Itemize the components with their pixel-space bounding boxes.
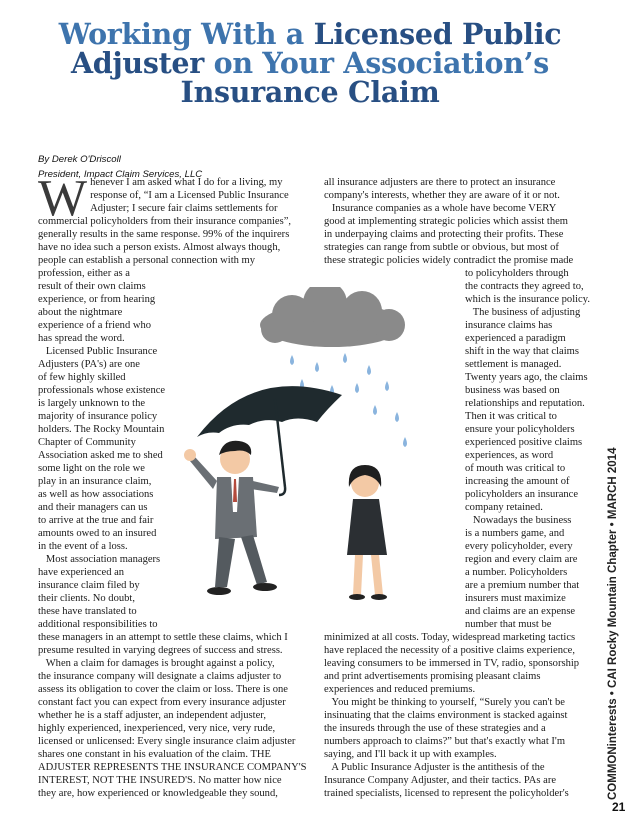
text-line: and claims are an expense — [465, 606, 576, 617]
text-line: the insureds through the use of these strategies and a — [324, 723, 546, 734]
text-line: number that must be — [465, 619, 552, 630]
author-name: By Derek O'Driscoll — [38, 154, 121, 165]
text-line: experiences and reduced premiums. — [324, 684, 476, 695]
text-line: have no idea such a person exists. Almost always though, — [38, 242, 281, 253]
text-line: saying, and I'll back it up with examples. — [324, 749, 497, 760]
text-line: experienced a paradigm — [465, 333, 566, 344]
text-line: company retained. — [465, 502, 543, 513]
text-line: some light on the role we — [38, 463, 145, 474]
text-line: shares one constant in his evaluation of the claim. THE — [38, 749, 271, 760]
text-line: the contracts they agreed to, — [465, 281, 584, 292]
text-line: company's interests, whether they are aware of it or not. — [324, 190, 560, 201]
text-line: leaving consumers to be immersed in TV, radio, sponsorship — [324, 658, 580, 669]
text-line: whether he is a staff adjuster, an independent adjuster, — [38, 710, 266, 721]
woman-figure — [347, 465, 387, 600]
drop-cap: W — [38, 170, 88, 227]
text-line: insinuating that the claims environment is stacked against — [324, 710, 568, 721]
text-line: response of, “I am a Licensed Public Insurance — [90, 190, 289, 201]
text-line: all insurance adjusters are there to protect an insurance — [324, 177, 556, 188]
rain-cloud-icon — [260, 287, 405, 347]
text-line: generally results in the same response. 99% of the inquirers — [38, 229, 290, 240]
text-line: Adjusters (PA's) are one — [38, 359, 140, 370]
article-title — [30, 17, 590, 109]
text-line: of mouth was critical to — [465, 463, 566, 474]
text-line: experience of a friend who — [38, 320, 152, 331]
illustration-umbrella-couple — [157, 287, 463, 615]
text-line: these strategic policies widely contradict the promise made — [324, 255, 574, 266]
text-line: experiences, as word — [465, 450, 554, 461]
column-2-narrow-lines — [465, 267, 605, 631]
text-line: When a claim for damages is brought against a policy, — [38, 658, 275, 669]
text-line: every policyholder, every — [465, 541, 573, 552]
author-title: President, Impact Claim Services, LLC — [38, 169, 203, 180]
text-line: Nowadays the business — [465, 515, 572, 526]
text-line: ADJUSTER REPRESENTS THE INSURANCE COMPANY'S — [38, 762, 307, 773]
text-line: experienced positive claims — [465, 437, 583, 448]
column-1-full-lines — [38, 215, 316, 267]
title-part: Adjuster — [70, 46, 204, 80]
text-line: of few highly skilled — [38, 372, 126, 383]
magazine-footer-text: COMMONinterests • CAI Rocky Mountain Chapter • MARCH 2014 — [607, 447, 619, 800]
text-line: has spread the word. — [38, 333, 125, 344]
text-line: increasing the amount of — [465, 476, 570, 487]
text-line: majority of insurance policy — [38, 411, 158, 422]
text-line: Then it was critical to — [465, 411, 557, 422]
text-line: assess its obligation to cover the claim or loss. There is one — [38, 684, 288, 695]
column-2-intro — [324, 176, 604, 267]
text-line: strategies can range from subtle or obvious, but most of — [324, 242, 559, 253]
text-line: holders. The Rocky Mountain — [38, 424, 165, 435]
text-line: relationships and reputation. — [465, 398, 585, 409]
column-1-narrow-lines — [38, 267, 166, 631]
text-line: insurers must maximize — [465, 593, 566, 604]
text-line: policyholders an insurance — [465, 489, 579, 500]
text-line: amounts owed to an insured — [38, 528, 157, 539]
text-line: professionals whose existence — [38, 385, 166, 396]
text-line: region and every claim are — [465, 554, 578, 565]
title-part: Insurance Claim — [180, 75, 440, 109]
text-line: licensed or unlicensed: Every single insurance claim adjuster — [38, 736, 296, 747]
text-line: in the event of a loss. — [38, 541, 128, 552]
text-line: they are, how experienced or knowledgeable they sound, — [38, 788, 278, 799]
text-line: A Public Insurance Adjuster is the antithesis of the — [324, 762, 545, 773]
text-line: in underpaying claims and protecting their profits. These — [324, 229, 564, 240]
text-line: result of their own claims — [38, 281, 146, 292]
text-line: trained specialists, licensed to represent the policyholder's — [324, 788, 569, 799]
text-line: is largely unknown to the — [38, 398, 146, 409]
text-line: ensure your policyholders — [465, 424, 575, 435]
text-line: to policyholders through — [465, 268, 569, 279]
text-line: You might be thinking to yourself, “Surely you can't be — [324, 697, 565, 708]
text-line: a number. Policyholders — [465, 567, 568, 578]
text-line: minimized at all costs. Today, widespread marketing tactics — [324, 632, 576, 643]
text-line: to arrive at the true and fair — [38, 515, 154, 526]
text-line: Insurance companies as a whole have become VERY — [324, 203, 557, 214]
text-line: presume resulted in varying degrees of success and stress. — [38, 645, 283, 656]
text-line: these managers in an attempt to settle these claims, which I — [38, 632, 288, 643]
text-line: settlement is managed. — [465, 359, 562, 370]
title-part: on Your Association’s — [203, 46, 550, 80]
text-line: Adjuster; I secure fair claims settlements for — [90, 203, 278, 214]
text-line: Chapter of Community — [38, 437, 136, 448]
text-line: and print advertisements promising pleasant claims — [324, 671, 541, 682]
text-line: have experienced an — [38, 567, 125, 578]
title-part: Licensed Public — [313, 17, 562, 51]
text-line: insurance claim filed by — [38, 580, 140, 591]
text-line: are a premium number that — [465, 580, 580, 591]
text-line: additional responsibilities to — [38, 619, 158, 630]
text-line: insurance claims has — [465, 320, 553, 331]
text-line: their clients. No doubt, — [38, 593, 135, 604]
text-line: numbers approach to claims?” but that's exactly what I'm — [324, 736, 566, 747]
text-line: commercial policyholders from their insurance companies”, — [38, 216, 292, 227]
text-line: these have translated to — [38, 606, 137, 617]
text-line: is a numbers game, and — [465, 528, 565, 539]
text-line: and their managers can us — [38, 502, 148, 513]
text-line: which is the insurance policy. — [465, 294, 590, 305]
text-line: Twenty years ago, the claims — [465, 372, 588, 383]
text-line: Association asked me to shed — [38, 450, 163, 461]
text-line: experience, or from hearing — [38, 294, 156, 305]
text-line: constant fact you can expect from every insurance adjuster — [38, 697, 286, 708]
text-line: highly experienced, inexperienced, very nice, very rude, — [38, 723, 276, 734]
text-line: as well as how associations — [38, 489, 154, 500]
text-line: the insurance company will designate a claims adjuster to — [38, 671, 282, 682]
text-line: Most association managers — [38, 554, 161, 565]
text-line: people can establish a personal connection with my — [38, 255, 256, 266]
page-number: 21 — [612, 800, 626, 814]
text-line: play in an insurance claim, — [38, 476, 152, 487]
text-line: business was based on — [465, 385, 560, 396]
sidebar-magazine-info — [603, 420, 623, 800]
text-line: Licensed Public Insurance — [38, 346, 158, 357]
text-line: The business of adjusting — [465, 307, 581, 318]
column-1-bottom-lines — [38, 631, 316, 800]
text-line: about the nightmare — [38, 307, 123, 318]
column-2-bottom-lines — [324, 631, 604, 800]
text-line: have replaced the necessity of a positive claims experience, — [324, 645, 575, 656]
text-line: Insurance Company Adjuster, and their tactics. PAs are — [324, 775, 557, 786]
text-line: INTEREST, NOT THE INSURED'S. No matter how nice — [38, 775, 282, 786]
text-line: henever I am asked what I do for a living, my — [90, 177, 283, 188]
text-line: shift in the way that claims — [465, 346, 579, 357]
text-line: good at implementing strategic policies which assist them — [324, 216, 568, 227]
text-line: profession, either as a — [38, 268, 130, 279]
title-part: Working With a — [58, 17, 314, 51]
man-figure — [184, 441, 279, 595]
